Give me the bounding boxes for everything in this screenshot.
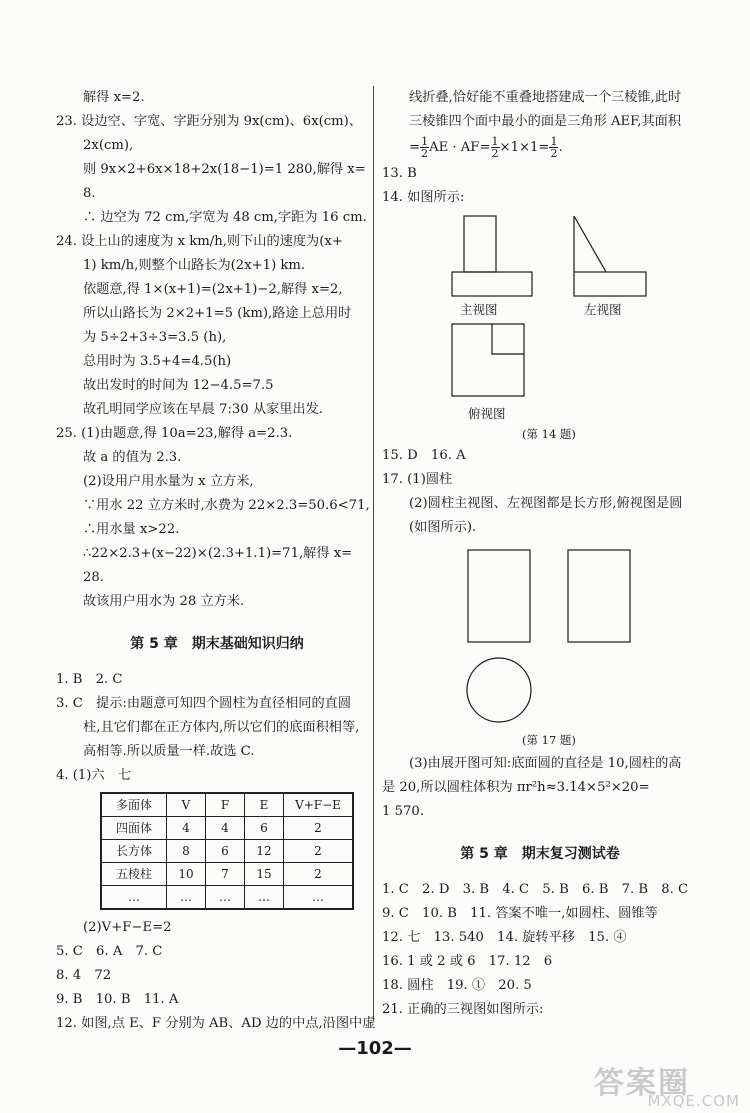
watermark-logo <box>594 1058 744 1110</box>
answer-line: (2)圆柱主视图、左视图都是长方形,俯视图是圆 <box>409 496 683 511</box>
answer-line: (2)设用户用水量为 x 立方米, <box>83 474 254 489</box>
section-heading: 第 5 章 期末复习测试卷 <box>460 846 620 862</box>
table-cell: 10 <box>167 863 206 886</box>
answer-line: 1. B 2. C <box>56 672 123 687</box>
answer-line: 5. C 6. A 7. C <box>56 944 163 959</box>
table-header: E <box>245 793 284 817</box>
answer-line: 高相等.所以质量一样.故选 C. <box>83 744 255 759</box>
table-cell: 6 <box>245 817 284 840</box>
table-cell: 长方体 <box>101 840 167 863</box>
right-column <box>382 86 698 1022</box>
table-cell: 12 <box>245 840 284 863</box>
answer-line: 16. 1 或 2 或 6 17. 12 6 <box>382 954 553 969</box>
table-row <box>101 863 353 886</box>
answer-line: 解得 x=2. <box>83 90 145 105</box>
fraction-one-half: $\frac{1}{2}$ <box>550 135 558 160</box>
answer-line: ∵用水 22 立方米时,水费为 22×2.3=50.6<71, <box>83 498 370 513</box>
top-view-inner-corner <box>492 324 524 354</box>
table-cell: 2 <box>284 863 354 886</box>
answer-line: ∴22×2.3+(x−22)×(2.3+1.1)=71,解得 x= <box>83 546 353 561</box>
page-number: —102— <box>338 1038 412 1059</box>
answer-line: 1) km/h,则整个山路长为(2x+1) km. <box>83 258 306 273</box>
answer-line: 故出发时的时间为 12−4.5=7.5 <box>83 378 274 393</box>
answer-line: 4. (1)六 七 <box>56 768 132 783</box>
answer-line: 24. 设上山的速度为 x km/h,则下山的速度为(x+ <box>56 234 343 249</box>
top-view-square <box>452 324 524 396</box>
table-header-row <box>101 793 353 817</box>
front-view-base <box>452 272 532 296</box>
answer-line: (3)由展开图可知:底面圆的直径是 10,圆柱的高 <box>409 756 682 771</box>
table-header: V <box>167 793 206 817</box>
answer-line: 1 570. <box>382 804 424 819</box>
table-cell: 15 <box>245 863 284 886</box>
front-view-tall-block <box>464 216 496 272</box>
answer-line: 12. 如图,点 E、F 分别为 AB、AD 边的中点,沿图中虚 <box>56 1016 376 1031</box>
answer-line: 2x(cm), <box>83 138 134 153</box>
answer-line: 12. 七 13. 540 14. 旋转平移 15. ④ <box>382 930 627 945</box>
area-formula: = $\frac{1}{2}$ AE · AF= $\frac{1}{2}$ ×1×1= $\frac{1}{2}$ . <box>409 135 563 160</box>
polyhedron-table <box>100 792 354 910</box>
table-row <box>101 817 353 840</box>
watermark-url: MXQE.COM <box>647 1092 740 1110</box>
answer-line: (2)V+F−E=2 <box>83 920 172 935</box>
watermark-text: 答案圈 <box>594 1066 690 1101</box>
figure-14-three-views <box>382 210 698 441</box>
answer-line: 9. C 10. B 11. 答案不唯一,如圆柱、圆锥等 <box>382 906 658 921</box>
answer-line: 故 a 的值为 2.3. <box>83 450 182 465</box>
table-row <box>101 886 353 910</box>
answer-line: 总用时为 3.5+4=4.5(h) <box>83 354 232 369</box>
answer-line: 是 20,所以圆柱体积为 πr²h≈3.14×5²×20= <box>382 780 650 795</box>
table-cell: 四面体 <box>101 817 167 840</box>
figure-caption: (第 14 题) <box>522 427 576 441</box>
answer-line: (如图所示). <box>409 520 477 535</box>
table-header: V+F−E <box>284 793 354 817</box>
fraction-one-half: $\frac{1}{2}$ <box>491 135 499 160</box>
answer-line: ∴用水量 x>22. <box>83 522 180 537</box>
answer-line: 依题意,得 1×(x+1)=(2x+1)−2,解得 x=2, <box>83 282 343 297</box>
table-cell: 4 <box>206 817 245 840</box>
answer-line: 线折叠,恰好能不重叠地搭建成一个三棱锥,此时 <box>409 90 682 105</box>
left-view-slope <box>574 216 606 272</box>
answer-line: 14. 如图所示: <box>382 190 465 205</box>
table-cell: 8 <box>167 840 206 863</box>
table-cell: 五棱柱 <box>101 863 167 886</box>
left-column <box>56 86 378 1036</box>
table-cell: … <box>167 886 206 910</box>
table-cell: … <box>101 886 167 910</box>
label-top-view: 俯视图 <box>468 406 506 421</box>
answer-line: ∴ 边空为 72 cm,字宽为 48 cm,字距为 16 cm. <box>83 210 367 225</box>
cylinder-left-view <box>568 550 630 642</box>
left-view-base <box>574 272 646 296</box>
answer-line: 为 5÷2+3÷3=3.5 (h), <box>83 330 227 345</box>
answer-line: 8. <box>83 186 96 201</box>
cylinder-front-view <box>468 550 530 642</box>
figure-caption: (第 17 题) <box>522 733 576 747</box>
three-views-drawing <box>382 210 698 438</box>
label-front-view: 主视图 <box>460 302 498 317</box>
answer-line: 1. C 2. D 3. B 4. C 5. B 6. B 7. B 8. C <box>382 882 689 897</box>
table-cell: 4 <box>167 817 206 840</box>
answer-line: 21. 正确的三视图如图所示: <box>382 1002 544 1017</box>
table-header: F <box>206 793 245 817</box>
answer-line: 故孔明同学应该在早晨 7:30 从家里出发. <box>83 402 324 417</box>
answer-line: 9. B 10. B 11. A <box>56 992 179 1007</box>
answer-line: 柱,且它们都在正方体内,所以它们的底面积相等, <box>83 720 360 735</box>
answer-line: 13. B <box>382 166 417 181</box>
answer-line: 18. 圆柱 19. ① 20. 5 <box>382 978 532 993</box>
answer-line: 8. 4 72 <box>56 968 112 983</box>
table-cell: 2 <box>284 840 354 863</box>
table-cell: … <box>284 886 354 910</box>
cylinder-top-view <box>467 658 531 722</box>
table-cell: 6 <box>206 840 245 863</box>
answer-line: 所以山路长为 2×2+1=5 (km),路途上总用时 <box>83 306 352 321</box>
section-heading: 第 5 章 期末基础知识归纳 <box>130 636 304 652</box>
answer-line: 17. (1)圆柱 <box>382 472 453 487</box>
cylinder-views-drawing <box>382 540 698 752</box>
figure-17-cylinder-views <box>382 540 698 752</box>
answer-line: 则 9x×2+6x×18+2x(18−1)=1 280,解得 x= <box>83 162 366 177</box>
fraction-one-half: $\frac{1}{2}$ <box>421 135 429 160</box>
table-cell: … <box>206 886 245 910</box>
table-header: 多面体 <box>101 793 167 817</box>
table-row <box>101 840 353 863</box>
answer-line: 15. D 16. A <box>382 448 466 463</box>
answer-line: 3. C 提示:由题意可知四个圆柱为直径相同的直圆 <box>56 696 352 711</box>
answer-line: 28. <box>83 570 104 585</box>
answer-line: 25. (1)由题意,得 10a=23,解得 a=2.3. <box>56 426 293 441</box>
label-left-view: 左视图 <box>584 302 622 317</box>
table-cell: … <box>245 886 284 910</box>
answer-line: 三棱锥四个面中最小的面是三角形 AEF,其面积 <box>409 114 682 129</box>
answer-line: 故该用户用水为 28 立方米. <box>83 594 245 609</box>
table-cell: 2 <box>284 817 354 840</box>
answer-line: 23. 设边空、字宽、字距分别为 9x(cm)、6x(cm)、 <box>56 114 362 129</box>
table-cell: 7 <box>206 863 245 886</box>
